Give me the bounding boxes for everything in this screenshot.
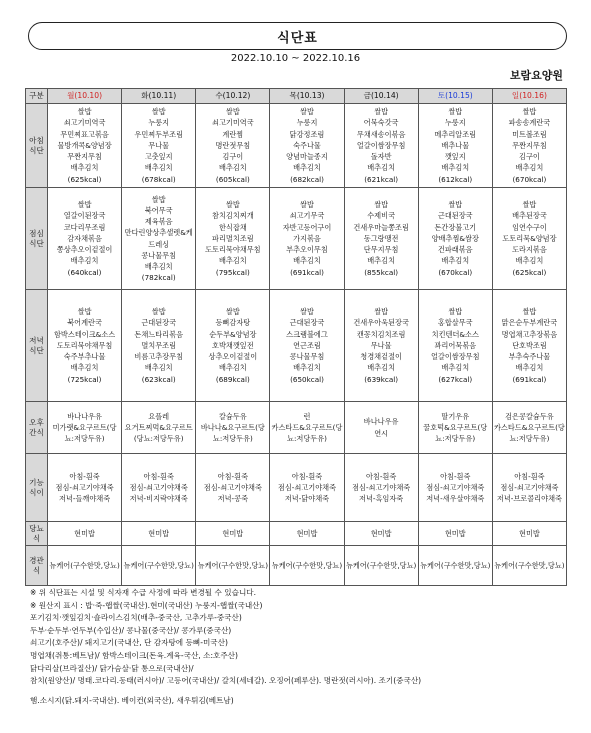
menu-item: 배추김치	[70, 163, 99, 173]
menu-item: 자반고등어구이	[282, 222, 332, 232]
menu-item: 꿀호떡&요구르트(당뇨:저당두유)	[423, 422, 488, 444]
menu-cell	[48, 454, 122, 522]
menu-item: 배추김치	[515, 363, 544, 373]
menu-item: 가지볶음	[293, 233, 321, 243]
menu-cell	[270, 522, 344, 546]
menu-item: 쌀밥	[77, 107, 92, 117]
menu-item: 배추김치	[70, 363, 99, 373]
menu-item: 홍합살무국	[437, 318, 473, 328]
menu-cell	[48, 104, 122, 188]
menu-item: 쌀밥	[448, 107, 463, 117]
menu-item: 감자채볶음	[67, 233, 102, 243]
menu-cell	[196, 454, 270, 522]
menu-item: 쌀밥	[374, 200, 389, 210]
menu-item: 뉴케어(구수한맛,당뇨)	[123, 560, 194, 570]
menu-item: 쌀밥	[300, 200, 314, 210]
notes	[30, 587, 570, 707]
menu-cell	[492, 402, 566, 454]
menu-item: 바나나&요구르트(당뇨:저당두유)	[200, 422, 265, 444]
menu-item: 아침-흰죽	[291, 471, 323, 481]
menu-item: 김구이	[222, 152, 244, 162]
menu-item: 쌀밥	[448, 200, 463, 210]
menu-item: 딸기우유	[441, 411, 470, 421]
menu-cell	[122, 104, 196, 188]
menu-item: (689kcal)	[215, 374, 250, 384]
menu-cell	[48, 546, 122, 586]
menu-item: 누룽지	[444, 118, 466, 128]
menu-item: 돌자반	[370, 152, 392, 162]
menu-cell	[270, 454, 344, 522]
meal-row	[26, 188, 567, 290]
menu-item: 도토리묵&양념장	[502, 233, 557, 243]
menu-item: 파리멸치조림	[212, 233, 254, 243]
menu-item: 런	[303, 411, 311, 421]
menu-item: 아침-흰죽	[365, 471, 397, 481]
meal-row	[26, 522, 567, 546]
menu-cell	[48, 290, 122, 402]
menu-item: 북어계란국	[67, 318, 102, 328]
menu-item: 쇠고기미역국	[63, 118, 106, 128]
menu-item: (625kcal)	[67, 174, 102, 184]
menu-item: 아침-흰죽	[143, 471, 174, 481]
menu-cell	[418, 188, 492, 290]
menu-item: 근대된장국	[437, 211, 473, 221]
menu-cell	[344, 454, 418, 522]
menu-item: 배추김치	[144, 363, 173, 373]
menu-item: 뉴케어(구수한맛,당뇨)	[345, 560, 417, 570]
menu-item: 건새우아욱된장국	[353, 318, 409, 328]
menu-item: 무나물	[370, 340, 392, 350]
menu-item: 쇠고기무국	[289, 211, 325, 221]
menu-item: (725kcal)	[67, 374, 102, 384]
note-line: 참치(원양산)/ 명태.코다리.동태(러시아)/ 고등어(국내산)/ 갈치(세네갈). 오징어(페루산). 명란젓(러시아). 조기(중국산)	[30, 676, 422, 686]
menu-item: 도토리묵야채무침	[205, 245, 261, 255]
menu-cell	[344, 546, 418, 586]
menu-item: 쌀밥	[77, 307, 92, 317]
menu-item: 양배추찜&쌈장	[431, 233, 479, 243]
menu-item: (605kcal)	[215, 174, 250, 184]
row-label: 점심 식단	[26, 188, 48, 290]
menu-item: 닭강정조림	[289, 129, 325, 139]
menu-cell	[418, 104, 492, 188]
menu-cell	[418, 546, 492, 586]
menu-item: 현미밥	[296, 528, 318, 538]
day-header: 일(10.16)	[492, 89, 566, 104]
note-footer: 햄.소시지(닭.돼지-국내산). 베이컨(외국산), 새우튀김(베트남)	[30, 695, 234, 705]
menu-item: 호박채깻잎전	[212, 340, 254, 350]
menu-item: 현미밥	[74, 528, 95, 538]
menu-cell	[48, 522, 122, 546]
menu-item: 쌀밥	[151, 194, 166, 204]
menu-item: 쌀밥	[448, 307, 463, 317]
menu-item: 참치김치찌개	[212, 211, 254, 221]
menu-cell	[344, 290, 418, 402]
menu-item: 저녁-흑임자죽	[359, 494, 404, 504]
menu-item: (670kcal)	[512, 174, 547, 184]
menu-item: 숙주나물	[293, 140, 321, 150]
menu-item: 북어무국	[144, 205, 173, 215]
menu-item: 한식잡채	[218, 222, 247, 232]
menu-item: (612kcal)	[438, 174, 473, 184]
menu-item: 미가랫&요구르트(당뇨:저당두유)	[52, 422, 117, 444]
menu-item: 배추김치	[144, 163, 173, 173]
menu-cell	[270, 402, 344, 454]
menu-item: 얼갈이쌈장무침	[356, 140, 406, 150]
menu-item: 부추오이무침	[286, 245, 328, 255]
menu-cell	[122, 546, 196, 586]
menu-item: 등뼈감자탕	[215, 318, 251, 328]
menu-cell	[344, 188, 418, 290]
menu-item: 메추리알조림	[434, 129, 477, 139]
menu-cell	[196, 290, 270, 402]
menu-item: (782kcal)	[141, 273, 176, 283]
menu-cell	[418, 290, 492, 402]
menu-item: 아침-흰죽	[217, 471, 249, 481]
menu-item: 저녁-들깨야채죽	[58, 494, 111, 504]
corner-header: 구분	[26, 89, 48, 104]
menu-item: 쌀밥	[374, 107, 389, 117]
note-line: 닭다리살(브라질산)/ 닭가슴살·닭 통으로(국내산)/	[30, 663, 194, 673]
menu-item: 현미밥	[370, 528, 392, 538]
menu-item: (623kcal)	[141, 374, 176, 384]
menu-item: 배추김치	[218, 256, 247, 266]
menu-cell	[122, 402, 196, 454]
menu-item: 청경채겉절이	[360, 352, 402, 362]
menu-item: 파송송계란국	[508, 118, 551, 128]
menu-item: 쌀밥	[522, 107, 537, 117]
menu-item: 현미밥	[222, 528, 244, 538]
menu-item: 뉴케어(구수한맛,당뇨)	[197, 560, 269, 570]
menu-item: 콩나물무침	[289, 352, 325, 362]
menu-item: 점심-쇠고기야채죽	[55, 482, 114, 492]
menu-item: 제육볶음	[144, 217, 173, 227]
menu-item: 도토리묵야채무침	[56, 340, 113, 350]
menu-item: 도라지볶음	[512, 245, 547, 255]
menu-cell	[122, 522, 196, 546]
menu-item: 배추김치	[367, 363, 396, 373]
menu-item: 배추김치	[293, 163, 321, 173]
menu-item: 깻잎지	[444, 152, 466, 162]
menu-item: (627kcal)	[438, 374, 473, 384]
menu-item: 숙주부추나물	[63, 352, 106, 362]
menu-item: 뉴케어(구수한맛,당뇨)	[49, 560, 120, 570]
menu-table	[25, 88, 567, 586]
note-line: ※ 위 식단표는 시설 및 식자재 수급 사정에 따라 변경될 수 있습니다.	[30, 588, 257, 597]
menu-item: 배추김치	[218, 363, 247, 373]
menu-item: 점심-쇠고기야채죽	[500, 482, 559, 492]
meal-row	[26, 546, 567, 586]
menu-item: 쌀밥	[151, 307, 166, 317]
menu-item: 저녁-새우살야채죽	[426, 494, 485, 504]
menu-item: 치킨텐더&소스	[431, 329, 479, 339]
menu-item: 단무지무침	[363, 245, 399, 255]
menu-item: 명엽채고추장볶음	[501, 329, 558, 339]
menu-cell	[122, 290, 196, 402]
menu-item: (650kcal)	[290, 374, 324, 384]
date-range: 2022.10.10 ~ 2022.10.16	[230, 53, 361, 64]
menu-cell	[418, 522, 492, 546]
menu-item: 배추나물	[441, 140, 470, 150]
menu-cell	[48, 188, 122, 290]
menu-item: 배추김치	[515, 163, 544, 173]
menu-item: (678kcal)	[141, 174, 176, 184]
menu-item: 바나나우유	[363, 417, 399, 427]
menu-item: 무채새송이볶음	[356, 129, 406, 139]
menu-item: 근대된장국	[141, 318, 177, 328]
day-header: 화(10.11)	[122, 89, 196, 104]
menu-item: 물방개콕&양념장	[57, 140, 112, 150]
menu-cell	[196, 188, 270, 290]
note-line: 포기김치·깻잎김치·숄라이스김치(배추-중국산, 고추가루-중국산)	[30, 613, 242, 623]
row-label: 오후 간식	[26, 402, 48, 454]
menu-item: 검은콩칼슘두유	[505, 411, 554, 421]
menu-item: 건파래볶음	[437, 245, 473, 255]
menu-item: 요거트찌먹&요구르트(당뇨:저당두유)	[124, 422, 193, 444]
menu-item: 쌀밥	[374, 307, 389, 317]
menu-cell	[492, 454, 566, 522]
menu-item: 돈간장불고기	[434, 222, 477, 232]
menu-cell	[492, 546, 566, 586]
menu-item: 코다리무조림	[63, 222, 106, 232]
menu-item: 부추숙주나물	[508, 352, 551, 362]
menu-cell	[270, 546, 344, 586]
menu-item: 순두부&양념장	[209, 329, 257, 339]
menu-cell	[270, 290, 344, 402]
menu-item: 스크램블에그	[286, 329, 328, 339]
menu-item: 임연수구이	[512, 222, 547, 232]
menu-item: 쌀밥	[225, 107, 240, 117]
menu-item: 열갈이된장국	[63, 211, 106, 221]
menu-item: 배추김치	[367, 163, 396, 173]
menu-item: 비름고추장무침	[134, 352, 184, 362]
menu-item: 미트볼조림	[512, 129, 547, 139]
menu-item: 꽈리어묵볶음	[434, 340, 477, 350]
facility-name: 보람요양원	[509, 69, 563, 82]
menu-item: 맑은순두부계란국	[501, 318, 558, 328]
menu-item: 연근조림	[293, 340, 321, 350]
menu-cell	[122, 454, 196, 522]
menu-item: 쌀밥	[225, 200, 240, 210]
menu-item: 저녁-콩죽	[217, 494, 249, 504]
menu-item: 배추김치	[293, 363, 321, 373]
menu-item: 근대된장국	[289, 318, 325, 328]
menu-cell	[344, 522, 418, 546]
menu-cell	[270, 104, 344, 188]
menu-cell	[196, 104, 270, 188]
menu-item: 콩나물무침	[141, 250, 177, 260]
meal-row	[26, 402, 567, 454]
day-header: 목(10.13)	[270, 89, 344, 104]
note-line: 쇠고기(호주산)/ 돼지고기(국내산, 단 감자탕에 등뼈-미국산)	[30, 638, 228, 648]
note-line: 명엽채(쥐통:베트남)/ 함박스테이크(돈육.계육-국산, 소:호주산)	[30, 650, 238, 660]
menu-item: 칼슘두유	[218, 411, 247, 421]
menu-item: 배추김치	[441, 256, 470, 266]
menu-item: (621kcal)	[364, 174, 399, 184]
menu-item: 김구이	[519, 152, 540, 162]
menu-cell	[196, 402, 270, 454]
menu-cell	[196, 546, 270, 586]
menu-item: 멸치무조림	[141, 340, 177, 350]
menu-item: 배추김치	[441, 363, 470, 373]
menu-item: 무민찌표고볶음	[60, 129, 109, 139]
menu-cell	[196, 522, 270, 546]
menu-item: 양념마늘종지	[286, 152, 328, 162]
menu-item: 저녁-닭야채죽	[284, 494, 330, 504]
menu-item: 얼갈이쌈장무침	[430, 352, 480, 362]
menu-item: 현미밥	[148, 528, 170, 538]
menu-item: 쌀밥	[522, 200, 537, 210]
menu-item: 현미밥	[519, 528, 540, 538]
row-label: 경관 식	[26, 546, 48, 586]
menu-item: 어묵숙갓국	[363, 118, 399, 128]
day-header: 토(10.15)	[418, 89, 492, 104]
menu-item: 배추김치	[218, 163, 247, 173]
row-label: 기능 식이	[26, 454, 48, 522]
menu-cell	[492, 290, 566, 402]
menu-item: 쫑상추오이겉절이	[56, 245, 113, 255]
menu-item: 뉴케어(구수한맛,당뇨)	[420, 560, 491, 570]
menu-item: 누룽지	[296, 118, 318, 128]
header-row	[26, 89, 567, 104]
menu-item: 카스타드&요구르트(당뇨:저당두유)	[271, 422, 343, 444]
menu-item: (682kcal)	[290, 174, 324, 184]
menu-item: 점심-쇠고기야채죽	[203, 482, 262, 492]
note-line: 두부·순두부·연두부(수입산)/ 콩나물(중국산)/ 콩가루(중국산)	[30, 625, 232, 635]
menu-item: 배추김치	[293, 256, 321, 266]
menu-cell	[344, 402, 418, 454]
menu-item: 현미밥	[444, 528, 466, 538]
menu-item: 카스타드&요구르트(당뇨:저당두유)	[493, 422, 565, 444]
menu-cell	[418, 402, 492, 454]
menu-item: 상추오이겉절이	[208, 352, 258, 362]
menu-item: 배추김치	[441, 163, 470, 173]
menu-item: (795kcal)	[215, 267, 250, 277]
menu-item: 뉴케어(구수한맛,당뇨)	[271, 560, 343, 570]
row-label: 당뇨 식	[26, 522, 48, 546]
menu-item: 아침-흰죽	[514, 471, 545, 481]
menu-cell	[48, 402, 122, 454]
menu-cell	[418, 454, 492, 522]
menu-cell	[122, 188, 196, 290]
menu-item: (691kcal)	[512, 374, 547, 384]
menu-cell	[344, 104, 418, 188]
menu-item: 쌀밥	[300, 107, 314, 117]
menu-item: 점심-쇠고기야채죽	[426, 482, 485, 492]
row-label: 저녁 식단	[26, 290, 48, 402]
menu-item: 고춧잎지	[144, 152, 173, 162]
menu-item: (670kcal)	[438, 267, 473, 277]
menu-item: 건새우마늘쫑조림	[353, 222, 409, 232]
menu-item: 점심-쇠고기야채죽	[352, 482, 411, 492]
menu-item: 쌀밥	[522, 307, 537, 317]
menu-cell	[270, 188, 344, 290]
menu-item: 수제비국	[367, 211, 396, 221]
menu-item: 무짠지무침	[512, 140, 547, 150]
menu-item: 저녁-브로콜리야채죽	[496, 494, 562, 504]
menu-item: 함박스테이크&소스	[53, 329, 116, 339]
menu-item: 쌀밥	[151, 107, 166, 117]
menu-cell	[492, 104, 566, 188]
menu-item: 바나나우유	[67, 411, 102, 421]
menu-item: 배추김치	[144, 261, 173, 271]
menu-item: 무짠지무침	[67, 152, 102, 162]
menu-item: 연시	[374, 428, 389, 438]
meal-row	[26, 104, 567, 188]
menu-item: 누룽지	[148, 118, 170, 128]
menu-item: 만다린양상추샐렛&케드레싱	[124, 228, 193, 249]
menu-item: 쌀밥	[300, 307, 314, 317]
menu-item: 아침-흰죽	[69, 471, 100, 481]
note-line: ※ 원산지 표시 : 밥·죽-햅쌀(국내산).현미(국내산) 누룽지-햅쌀(국내산)	[30, 600, 263, 610]
menu-item: (640kcal)	[67, 267, 102, 277]
menu-item: (855kcal)	[364, 267, 399, 277]
menu-item: 쌀밥	[77, 200, 92, 210]
day-header: 금(10.14)	[344, 89, 418, 104]
menu-item: 배추김치	[367, 256, 396, 266]
row-label: 아침 식단	[26, 104, 48, 188]
page-title: 식단표	[28, 22, 567, 50]
menu-item: 배추김치	[70, 256, 99, 266]
menu-item: 무나물	[148, 140, 170, 150]
meal-row	[26, 454, 567, 522]
menu-item: 쌀밥	[225, 307, 240, 317]
meal-row	[26, 290, 567, 402]
menu-item: 점심-쇠고기야채죽	[277, 482, 337, 492]
menu-item: 단호박조림	[512, 340, 547, 350]
menu-cell	[492, 522, 566, 546]
menu-item: 돈채느타리볶음	[134, 329, 184, 339]
day-header: 월(10.10)	[48, 89, 122, 104]
menu-item: 요플레	[148, 411, 170, 421]
menu-item: 점심-쇠고기야채죽	[129, 482, 188, 492]
menu-item: 캔꽁치김치조림	[356, 329, 406, 339]
menu-item: (639kcal)	[364, 374, 399, 384]
menu-cell	[492, 188, 566, 290]
menu-item: (691kcal)	[290, 267, 324, 277]
menu-item: 우민찌두부조림	[134, 129, 184, 139]
menu-item: 동그랑땡전	[363, 233, 399, 243]
menu-item: 아침-흰죽	[440, 471, 471, 481]
menu-item: 배추김치	[515, 256, 544, 266]
menu-item: (625kcal)	[512, 267, 547, 277]
menu-item: 뉴케어(구수한맛,당뇨)	[494, 560, 565, 570]
menu-item: 저녁-비지락야채죽	[129, 494, 188, 504]
menu-item: 명란젓무침	[215, 140, 251, 150]
menu-item: 계란찜	[222, 129, 244, 139]
day-header: 수(10.12)	[196, 89, 270, 104]
menu-item: 배추된장국	[512, 211, 547, 221]
menu-item: 쇠고기미역국	[212, 118, 254, 128]
